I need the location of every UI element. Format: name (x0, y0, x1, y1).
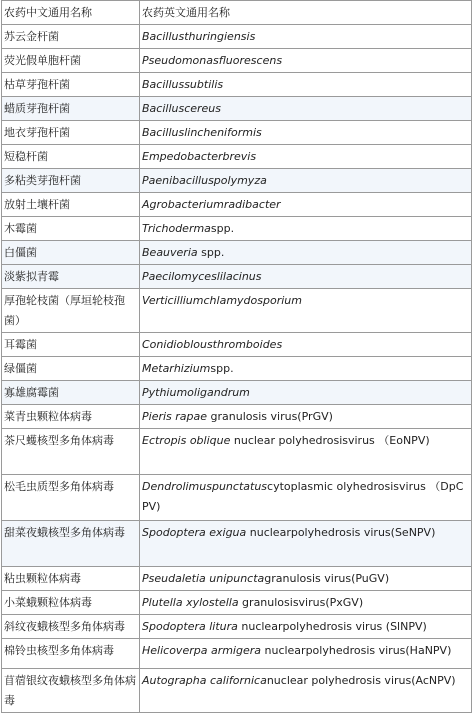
table-row (2, 475, 472, 521)
english-name-cell (140, 25, 472, 49)
english-name-cell (140, 357, 472, 381)
english-name-cell (140, 615, 472, 639)
chinese-name-cell: 斜纹夜蛾核型多角体病毒 (2, 615, 140, 639)
english-name-cell (140, 265, 472, 289)
english-name-cell (140, 475, 472, 521)
english-name-cell (140, 333, 472, 357)
name-suffix: spp. (210, 222, 235, 235)
chinese-name-cell: 棉铃虫核型多角体病毒 (2, 639, 140, 669)
chinese-name-cell: 甜菜夜蛾核型多角体病毒 (2, 521, 140, 567)
scientific-name: Bacillussubtilis (142, 78, 224, 91)
header-chinese-name: 农药中文通用名称 (2, 1, 140, 25)
scientific-name: Trichoderma (142, 222, 211, 235)
scientific-name: Empedobacterbrevis (142, 150, 257, 163)
chinese-name-cell: 蜡质芽孢杆菌 (2, 97, 140, 121)
english-name-cell (140, 405, 472, 429)
english-name-cell (140, 591, 472, 615)
english-name-cell (140, 121, 472, 145)
name-suffix: granulosis virus(PrGV) (207, 410, 333, 423)
english-name-cell (140, 381, 472, 405)
table-row (2, 639, 472, 669)
scientific-name: Spodoptera litura (142, 620, 238, 633)
table-row (2, 265, 472, 289)
scientific-name: Autographa californica (142, 674, 267, 687)
table-row (2, 381, 472, 405)
chinese-name-cell: 耳霉菌 (2, 333, 140, 357)
scientific-name: Verticilliumchlamydosporium (142, 294, 302, 307)
english-name-cell (140, 49, 472, 73)
scientific-name: Pseudaletia unipuncta (142, 572, 265, 585)
name-suffix: cytoplasmic olyhedrosisvirus （DpCPV) (142, 480, 464, 513)
english-name-cell (140, 73, 472, 97)
header-english-name: 农药英文通用名称 (140, 1, 472, 25)
english-name-cell (140, 429, 472, 475)
table-row (2, 97, 472, 121)
table-row (2, 289, 472, 333)
scientific-name: Ectropis oblique (142, 434, 231, 447)
english-name-cell (140, 145, 472, 169)
table-row (2, 615, 472, 639)
table-row (2, 73, 472, 97)
scientific-name: Pythiumoligandrum (142, 386, 250, 399)
table-row (2, 429, 472, 475)
chinese-name-cell: 多粘类芽孢杆菌 (2, 169, 140, 193)
scientific-name: Pieris rapae (142, 410, 208, 423)
scientific-name: Bacilluslincheniformis (142, 126, 262, 139)
table-row (2, 193, 472, 217)
chinese-name-cell: 木霉菌 (2, 217, 140, 241)
chinese-name-cell: 厚孢轮枝菌（厚垣轮枝孢菌） (2, 289, 140, 333)
name-suffix: nuclear polyhedrosisvirus （EoNPV) (230, 434, 430, 447)
scientific-name: Paecilomyceslilacinus (142, 270, 262, 283)
table-header-row (2, 1, 472, 25)
chinese-name-cell: 枯草芽孢杆菌 (2, 73, 140, 97)
chinese-name-cell: 苏云金杆菌 (2, 25, 140, 49)
scientific-name: Bacilluscereus (142, 102, 222, 115)
name-suffix: spp. (210, 362, 234, 375)
english-name-cell (140, 289, 472, 333)
scientific-name: Conidioblousthromboides (142, 338, 283, 351)
english-name-cell (140, 567, 472, 591)
scientific-name: Paenibacilluspolymyza (142, 174, 267, 187)
pesticide-name-table (1, 0, 472, 713)
chinese-name-cell: 苜蓿银纹夜蛾核型多角体病毒 (2, 669, 140, 713)
name-suffix: granulosis virus(PuGV) (264, 572, 390, 585)
english-name-cell (140, 217, 472, 241)
english-name-cell (140, 97, 472, 121)
name-suffix: nuclear polyhedrosis virus(AcNPV) (266, 674, 456, 687)
chinese-name-cell: 小菜蛾颗粒体病毒 (2, 591, 140, 615)
scientific-name: Plutella xylostella (142, 596, 239, 609)
scientific-name: Bacillusthuringiensis (142, 30, 256, 43)
table-row (2, 357, 472, 381)
scientific-name: Beauveria (142, 246, 198, 259)
table-row (2, 49, 472, 73)
name-suffix: nuclearpolyhedrosis virus(HaNPV) (261, 644, 452, 657)
chinese-name-cell: 放射土壤杆菌 (2, 193, 140, 217)
table-body (2, 25, 472, 713)
chinese-name-cell: 白僵菌 (2, 241, 140, 265)
table-row (2, 405, 472, 429)
english-name-cell (140, 521, 472, 567)
table-row (2, 333, 472, 357)
english-name-cell (140, 193, 472, 217)
table-row (2, 145, 472, 169)
table-row (2, 217, 472, 241)
scientific-name: Spodoptera exigua (142, 526, 247, 539)
scientific-name: Metarhizium (142, 362, 211, 375)
chinese-name-cell: 荧光假单胞杆菌 (2, 49, 140, 73)
chinese-name-cell: 粘虫颗粒体病毒 (2, 567, 140, 591)
table-row (2, 567, 472, 591)
name-suffix: granulosisvirus(PxGV) (238, 596, 364, 609)
english-name-cell (140, 169, 472, 193)
english-name-cell (140, 241, 472, 265)
chinese-name-cell: 茶尺蠖核型多角体病毒 (2, 429, 140, 475)
scientific-name: Helicoverpa armigera (142, 644, 261, 657)
english-name-cell (140, 669, 472, 713)
english-name-cell (140, 639, 472, 669)
name-suffix: nuclearpolyhedrosis virus (SlNPV) (237, 620, 427, 633)
table-row (2, 25, 472, 49)
table-row (2, 521, 472, 567)
scientific-name: Agrobacteriumradibacter (142, 198, 281, 211)
table-row (2, 241, 472, 265)
scientific-name: Pseudomonasfluorescens (142, 54, 283, 67)
table-row (2, 591, 472, 615)
name-suffix: spp. (197, 246, 225, 259)
chinese-name-cell: 地衣芽孢杆菌 (2, 121, 140, 145)
chinese-name-cell: 绿僵菌 (2, 357, 140, 381)
table-row (2, 669, 472, 713)
table-row (2, 169, 472, 193)
chinese-name-cell: 短稳杆菌 (2, 145, 140, 169)
chinese-name-cell: 菜青虫颗粒体病毒 (2, 405, 140, 429)
table-row (2, 121, 472, 145)
name-suffix: nuclearpolyhedrosis virus(SeNPV) (246, 526, 436, 539)
scientific-name: Dendrolimuspunctatus (142, 480, 268, 493)
chinese-name-cell: 寡雄腐霉菌 (2, 381, 140, 405)
chinese-name-cell: 松毛虫质型多角体病毒 (2, 475, 140, 521)
chinese-name-cell: 淡紫拟青霉 (2, 265, 140, 289)
